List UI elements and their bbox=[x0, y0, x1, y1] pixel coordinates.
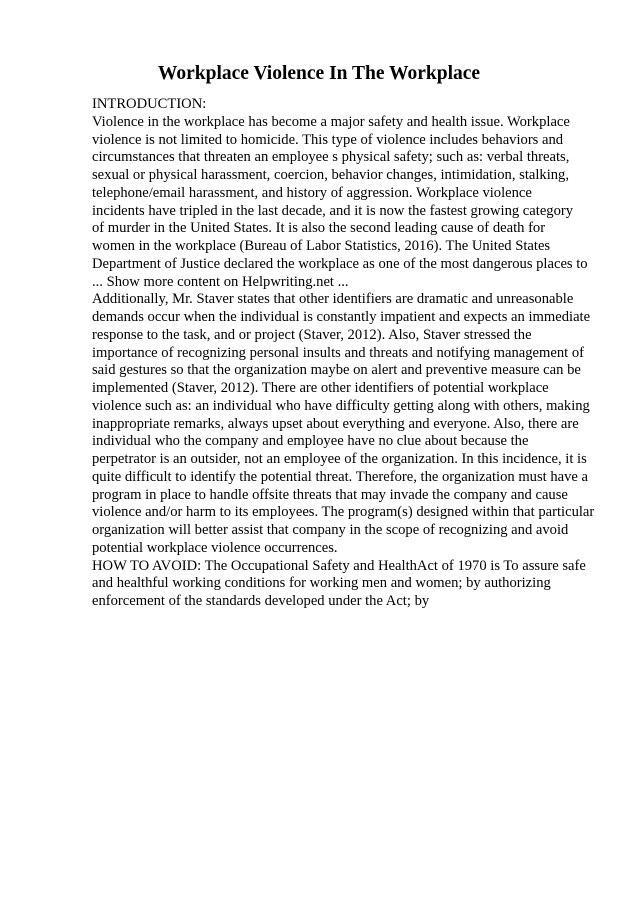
text-line: of murder in the United States. It is also the second leading cause of death for bbox=[92, 220, 546, 237]
text-line: violence such as: an individual who have difficulty getting along with others, making bbox=[92, 397, 590, 414]
text-line: women in the workplace (Bureau of Labor Statistics, 2016). The United States bbox=[92, 238, 551, 254]
text-line: incidents have tripled in the last decade, and it is now the fastest growing category bbox=[92, 202, 574, 219]
text-line: Additionally, Mr. Staver states that other identifiers are dramatic and unreasonable bbox=[92, 291, 574, 308]
show-more-link[interactable]: ... Show more content on Helpwriting.net ... bbox=[92, 273, 349, 290]
text-line: telephone/email harassment, and history of aggression. Workplace violence bbox=[92, 184, 532, 201]
text-line: importance of recognizing personal insults and threats and notifying management of bbox=[92, 344, 584, 361]
text-line: quite difficult to identify the potential threat. Therefore, the organization must have a bbox=[92, 468, 589, 485]
document-title: Workplace Violence In The Workplace bbox=[157, 63, 481, 84]
text-line: violence and/or harm to its employees. The program(s) designed within that particular bbox=[92, 504, 595, 521]
document-body bbox=[92, 96, 612, 611]
text-line: potential workplace violence occurrences. bbox=[92, 539, 338, 556]
text-line: Violence in the workplace has become a major safety and health issue. Workplace bbox=[92, 113, 570, 130]
text-line: INTRODUCTION: bbox=[92, 96, 207, 112]
text-line: sexual or physical harassment, coercion, behavior changes, intimidation, stalking, bbox=[92, 167, 570, 183]
text-line: said gestures so that the organization maybe on alert and preventive measure can be bbox=[92, 362, 581, 379]
text-line: organization will better assist that company in the scope of recognizing and avoid bbox=[92, 522, 569, 538]
text-line: enforcement of the standards developed under the Act; by bbox=[92, 593, 430, 609]
text-line: implemented (Staver, 2012). There are other identifiers of potential workplace bbox=[92, 380, 549, 396]
text-line: Department of Justice declared the workplace as one of the most dangerous places to bbox=[92, 255, 588, 272]
text-line: perpetrator is an outsider, not an employee of the organization. In this incidence, it is bbox=[92, 451, 587, 467]
text-line: inappropriate remarks, always upset about everything and everyone. Also, there are bbox=[92, 415, 579, 432]
text-line: demands occur when the individual is constantly impatient and expects an immediate bbox=[92, 309, 591, 325]
text-line: and healthful working conditions for working men and women; by authorizing bbox=[92, 575, 551, 592]
text-line: response to the task, and or project (Staver, 2012). Also, Staver stressed the bbox=[92, 326, 532, 343]
text-line: violence is not limited to homicide. This type of violence includes behaviors and bbox=[92, 131, 564, 148]
text-line: circumstances that threaten an employee s physical safety; such as: verbal threats, bbox=[92, 149, 570, 166]
text-line: individual who the company and employee have no clue about because the bbox=[92, 433, 529, 450]
text-line: program in place to handle offsite threats that may invade the company and cause bbox=[92, 486, 568, 503]
text-line: HOW TO AVOID: The Occupational Safety and HealthAct of 1970 is To assure safe bbox=[92, 557, 586, 574]
